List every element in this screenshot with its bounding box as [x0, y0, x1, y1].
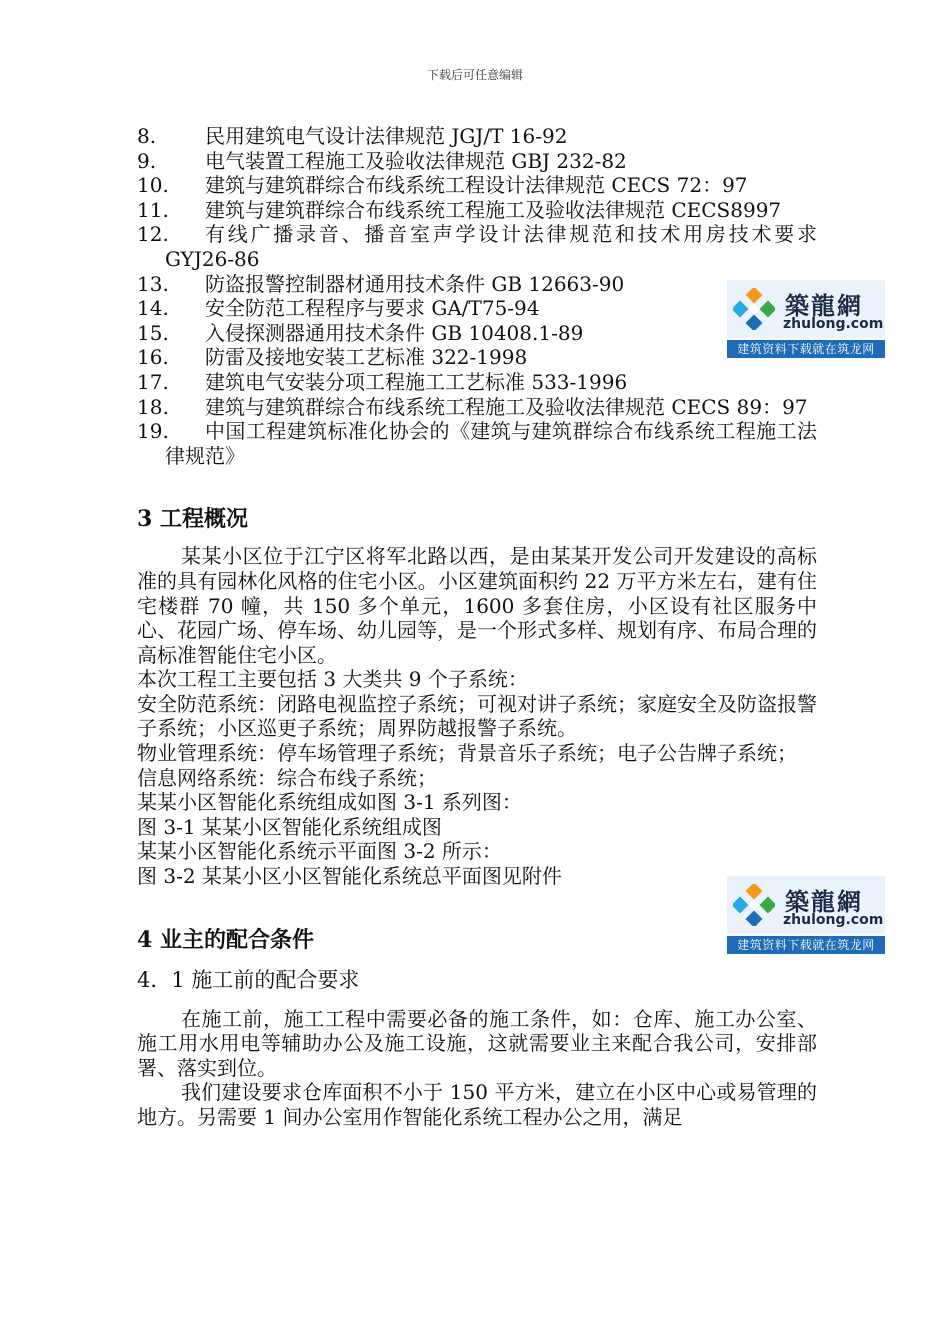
reference-item — [137, 345, 817, 370]
logo-en-text: zhulong.com — [783, 316, 884, 332]
reference-number: 9. — [137, 148, 157, 173]
logo-cn-text: 築龍網 — [785, 292, 863, 320]
section-3-line: 某某小区智能化系统组成如图 3-1 系列图： — [137, 790, 522, 815]
reference-text: 建筑电气安装分项工程施工工艺标准 533-1996 — [205, 369, 628, 394]
section-3-line: 图 3-1 某某小区智能化系统组成图 — [137, 814, 442, 839]
section-3-line: 信息网络系统：综合布线子系统； — [137, 765, 437, 790]
section-4-title: 4 业主的配合条件 — [137, 926, 314, 953]
reference-text: 防雷及接地安装工艺标准 322-1998 — [205, 345, 528, 370]
section-4-1-title: 4．1 施工前的配合要求 — [137, 967, 360, 992]
reference-item — [137, 296, 817, 321]
reference-number: 11. — [137, 197, 169, 222]
reference-number: 14. — [137, 296, 169, 321]
reference-text: 建筑与建筑群综合布线系统工程设计法律规范 CECS 72：97 — [205, 173, 748, 198]
reference-item — [137, 222, 817, 271]
zhulong-logo — [727, 280, 885, 358]
logo-cn-text: 築龍網 — [785, 888, 863, 916]
reference-item — [137, 173, 817, 198]
reference-number: 10. — [137, 173, 169, 198]
reference-item — [137, 321, 817, 346]
reference-text: 有线广播录音、播音室声学设计法律规范和技术用房技术要求 GYJ26-86 — [165, 222, 817, 271]
reference-text: 建筑与建筑群综合布线系统工程施工及验收法律规范 CECS8997 — [205, 197, 782, 222]
section-3-line: 物业管理系统：停车场管理子系统；背景音乐子系统；电子公告牌子系统； — [137, 741, 797, 766]
reference-number: 15. — [137, 320, 169, 345]
reference-item — [137, 370, 817, 395]
section-3-line: 安全防范系统：闭路电视监控子系统；可视对讲子系统；家庭安全及防盗报警子系统；小区巡更子系统；周界防越报警子系统。 — [137, 691, 817, 741]
document-body — [137, 124, 817, 1130]
reference-number: 18. — [137, 394, 169, 419]
reference-item — [137, 395, 817, 420]
reference-text: 民用建筑电气设计法律规范 JGJ/T 16-92 — [205, 124, 568, 148]
logo-slogan: 建筑资料下载就在筑龙网 — [727, 340, 885, 358]
reference-text: 中国工程建筑标准化协会的《建筑与建筑群综合布线系统工程施工法律规范》 — [165, 419, 817, 468]
reference-number: 13. — [137, 271, 169, 296]
reference-item — [137, 272, 817, 297]
reference-item — [137, 149, 817, 174]
reference-number: 19. — [137, 419, 169, 444]
reference-number: 16. — [137, 345, 169, 370]
section-4-paragraph: 我们建设要求仓库面积不小于 150 平方米，建立在小区中心或易管理的地方。另需要 1 间办公室用作智能化系统工程办公之用，满足 — [137, 1080, 817, 1129]
reference-number: 17. — [137, 369, 169, 394]
section-3-title: 3 工程概况 — [137, 506, 248, 533]
logo-en-text: zhulong.com — [783, 912, 884, 928]
reference-number: 8. — [137, 124, 157, 148]
reference-text: 建筑与建筑群综合布线系统工程施工及验收法律规范 CECS 89：97 — [205, 394, 808, 419]
reference-item — [137, 124, 817, 149]
section-3-intro: 某某小区位于江宁区将军北路以西，是由某某开发公司开发建设的高标准的具有园林化风格的住宅小区。小区建筑面积约 22 万平方米左右，建有住宅楼群 70 幢，共 150 多个单元，1600 多套住房，小区设有社区服务中心、花园广场、停车场、幼儿园等，是一个形式多样、规划有序、布局合理的高标准智能住宅小区。 — [137, 544, 817, 667]
reference-text: 防盗报警控制器材通用技术条件 GB 12663-90 — [205, 271, 625, 296]
reference-text: 电气装置工程施工及验收法律规范 GBJ 232-82 — [205, 148, 627, 173]
reference-number: 12. — [137, 222, 169, 247]
logo-slogan: 建筑资料下载就在筑龙网 — [727, 936, 885, 954]
zhulong-mark-icon — [733, 288, 775, 330]
section-4-paragraph: 在施工前，施工工程中需要必备的施工条件，如：仓库、施工办公室、施工用水用电等辅助办公及施工设施，这就需要业主来配合我公司，安排部署、落实到位。 — [137, 1006, 817, 1080]
reference-text: 安全防范工程程序与要求 GA/T75-94 — [205, 296, 540, 321]
section-3-line: 某某小区智能化系统示平面图 3-2 所示： — [137, 839, 502, 864]
section-3-line: 本次工程工主要包括 3 大类共 9 个子系统： — [137, 667, 528, 692]
page-header: 下载后可任意编辑 — [426, 68, 523, 82]
reference-list — [137, 124, 817, 468]
section-3-line: 图 3-2 某某小区小区智能化系统总平面图见附件 — [137, 864, 562, 889]
zhulong-logo — [727, 876, 885, 954]
reference-item — [137, 198, 817, 223]
zhulong-mark-icon — [733, 884, 775, 926]
reference-item — [137, 419, 817, 468]
reference-text: 入侵探测器通用技术条件 GB 10408.1-89 — [205, 320, 584, 345]
